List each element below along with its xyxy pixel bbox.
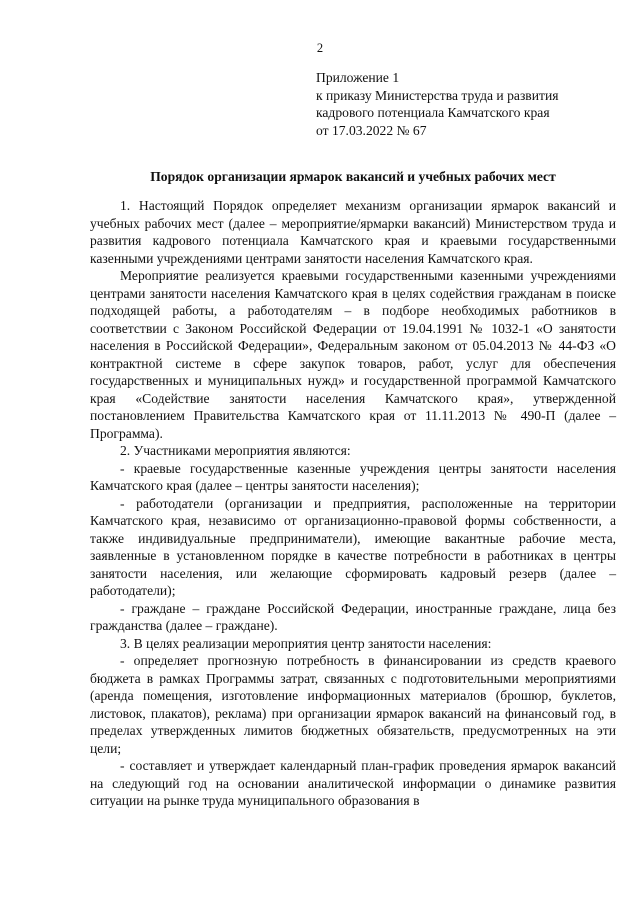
document-body (90, 197, 616, 810)
list-item: - составляет и утверждает календарный план-график проведения ярмарок вакансий на следующий год на основании аналитической информации о динамике развития ситуации на рынке труда муниципального образования в (90, 758, 616, 808)
appendix-line-1: Приложение 1 (316, 70, 400, 85)
list-item: - определяет прогнозную потребность в финансировании из средств краевого бюджета в рамках Программы затрат, связанных с подготовительными мероприятиями (аренда помещения, изготовление информационных материалов (брошюр, буклетов, листовок, плакатов), реклама) при организации ярмарок вакансий на финансовый год, в пределах утвержденных лимитов бюджетных обязательств, предусмотренных на эти цели; (90, 653, 616, 756)
paragraph-4: 3. В целях реализации мероприятия центр занятости населения: (120, 635, 492, 651)
list-item: - работодатели (организации и предприятия, расположенные на территории Камчатского края, независимо от организационно-правовой формы собственности, а также индивидуальные предприниматели), имеющие вакантные рабочие места, заявленные в установленном порядке в качестве потребности в работниках в центры занятости населения, или желающие сформировать кадровый резерв (далее – работодатели); (90, 495, 616, 598)
document-title: Порядок организации ярмарок вакансий и учебных рабочих мест (150, 169, 556, 184)
list-item: - краевые государственные казенные учреждения центры занятости населения Камчатского края (далее – центры занятости населения); (90, 460, 616, 493)
appendix-line-3: кадрового потенциала Камчатского края (316, 105, 550, 120)
paragraph-3: 2. Участниками мероприятия являются: (120, 443, 351, 458)
paragraph-1: 1. Настоящий Порядок определяет механизм организации ярмарок вакансий и учебных рабочих мест (далее – мероприятие/ярмарки вакансий) Министерством труда и развития кадрового потенциала Камчатского края и краевыми государственными казенными учреждениями центрами занятости населения Камчатского края. (90, 198, 616, 266)
list-item: - граждане – граждане Российской Федерации, иностранные граждане, лица без гражданства (далее – граждане). (90, 600, 616, 633)
appendix-line-4: от 17.03.2022 № 67 (316, 122, 427, 138)
appendix-line-2: к приказу Министерства труда и развития (316, 87, 559, 103)
appendix-header (316, 69, 616, 139)
paragraph-2: Мероприятие реализуется краевыми государственными казенными учреждениями центрами занятости населения Камчатского края в целях содействия гражданам в поиске подходящей работы, а работодателям – в подборе необходимых работников в соответствии с Законом Российской Федерации от 19.04.1991 № 1032-1 «О занятости населения в Российской Федерации», Федеральным законом от 05.04.2013 № 44-ФЗ «О контрактной системе в сфере закупок товаров, работ, услуг для обеспечения государственных и муниципальных нужд» и государственной программой Камчатского края «Содействие занятости населения Камчатского края», утвержденной постановлением Правительства Камчатского края от 11.11.2013 № 490-П (далее – Программа). (90, 268, 616, 441)
page-number: 2 (316, 41, 324, 55)
